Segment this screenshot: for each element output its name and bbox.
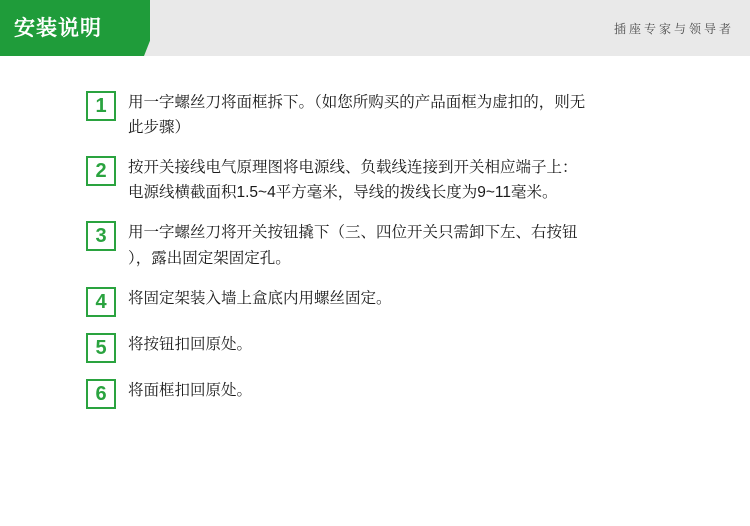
step-text-line1: 将固定架装入墙上盒底内用螺丝固定。 <box>128 289 392 307</box>
header-tab-slant-decoration <box>144 0 166 56</box>
step-text-line1: 将面框扣回原处。 <box>128 381 253 399</box>
brand-slogan: 插座专家与领导者 <box>613 21 734 36</box>
step-text <box>128 155 578 205</box>
step-text-line1: 用一字螺丝刀将开关按钮撬下（三、四位开关只需卸下左、右按钮 <box>128 224 578 242</box>
step-text-line2: ），露出固定架固定孔。 <box>128 249 291 267</box>
page-title: 安装说明 <box>14 16 102 40</box>
step-text <box>128 378 252 403</box>
list-item <box>86 155 710 205</box>
step-text-line1: 将按钮扣回原处。 <box>128 335 253 353</box>
step-number-badge: 2 <box>86 156 116 186</box>
list-item <box>86 220 710 270</box>
step-text-line1: 按开关接线电气原理图将电源线、负载线连接到开关相应端子上： <box>128 159 578 177</box>
step-number-badge: 3 <box>86 221 116 251</box>
list-item <box>86 332 710 363</box>
step-text <box>128 90 585 140</box>
list-item <box>86 378 710 409</box>
step-text-line1: 用一字螺丝刀将面框拆下。（如您所购买的产品面框为虚扣的，则无 <box>128 94 586 111</box>
step-number-badge: 1 <box>86 91 116 121</box>
step-text <box>128 286 392 311</box>
header-title-tab <box>0 0 150 56</box>
step-text-line2: 电源线横截面积1.5~4平方毫米，导线的拨线长度为9~11毫米。 <box>128 184 558 202</box>
step-number-badge: 5 <box>86 333 116 363</box>
step-text <box>128 332 252 357</box>
page-header <box>0 0 750 56</box>
step-number-badge: 6 <box>86 379 116 409</box>
list-item <box>86 90 710 140</box>
step-number-badge: 4 <box>86 287 116 317</box>
step-text-line2: 此步骤） <box>128 119 191 137</box>
step-text <box>128 220 578 270</box>
list-item <box>86 286 710 317</box>
steps-list <box>0 56 750 409</box>
